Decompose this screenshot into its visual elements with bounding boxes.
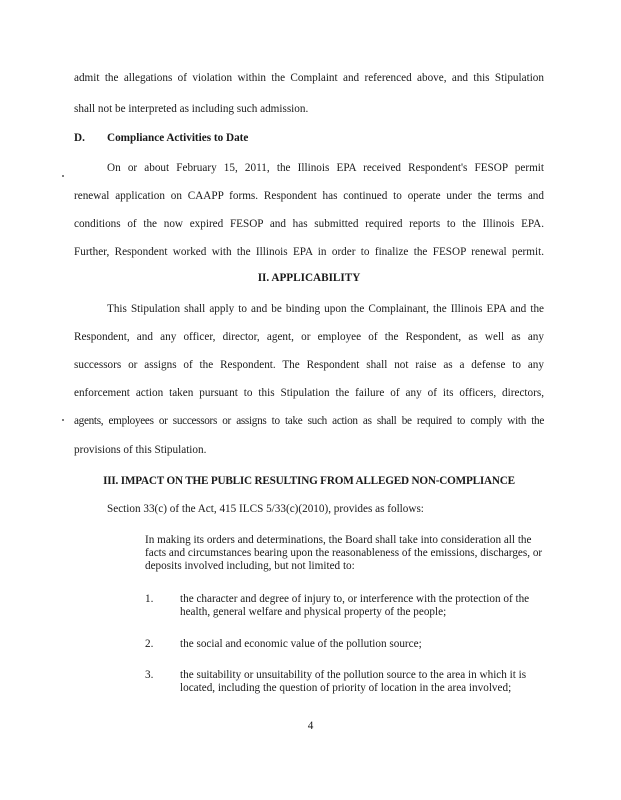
section-title: Compliance Activities to Date (107, 132, 249, 144)
paragraph-line: This Stipulation shall apply to and be binding upon the Complainant, the Illinois EPA and the (107, 303, 544, 315)
scan-speck (62, 175, 64, 177)
paragraph-line: On or about February 15, 2011, the Illinois EPA received Respondent's FESOP permit (107, 162, 544, 174)
section-iii-heading: III. IMPACT ON THE PUBLIC RESULTING FROM ALLEGED NON-COMPLIANCE (103, 475, 515, 487)
list-item-text: the character and degree of injury to, or interference with the protection of the health, general welfare and physical property of the people; (180, 593, 530, 618)
paragraph-line: successors or assigns of the Respondent. The Respondent shall not raise as a defense to any (74, 359, 544, 371)
paragraph-line: admit the allegations of violation within the Complaint and referenced above, and this Stipulation (74, 72, 544, 84)
section-ii-heading: II. APPLICABILITY (257, 272, 361, 284)
paragraph-line: Respondent, and any officer, director, agent, or employee of the Respondent, as well as any (74, 331, 544, 343)
paragraph-line: renewal application on CAAPP forms. Respondent has continued to operate under the terms and (74, 190, 544, 202)
paragraph-line: Further, Respondent worked with the Illinois EPA in order to finalize the FESOP renewal permit. (74, 246, 544, 258)
scan-speck (62, 419, 64, 421)
list-item-text: the social and economic value of the pollution source; (180, 638, 422, 650)
section-letter: D. (74, 132, 85, 144)
page-number: 4 (307, 720, 314, 732)
paragraph-line: provisions of this Stipulation. (74, 444, 207, 456)
list-item-number: 1. (145, 593, 154, 605)
list-item-text: the suitability or unsuitability of the pollution source to the area in which it is located, including the question of priority of location in the area involved; (180, 669, 527, 694)
paragraph-line: enforcement action taken pursuant to this Stipulation the failure of any of its officers, directors, (74, 387, 544, 399)
list-item-number: 3. (145, 669, 154, 681)
list-item-number: 2. (145, 638, 154, 650)
paragraph-line: shall not be interpreted as including such admission. (74, 103, 309, 115)
paragraph-line: conditions of the now expired FESOP and has submitted required reports to the Illinois EPA. (74, 218, 544, 230)
section-d-heading (74, 132, 249, 144)
statute-quote: In making its orders and determinations, the Board shall take into consideration all the facts and circumstances bearing upon the reasonableness of the emissions, discharges, or deposits involved including, but not limited to: (145, 534, 543, 572)
paragraph-line: agents, employees or successors or assigns to take such action as shall be required to comply with the (74, 415, 544, 427)
section-intro: Section 33(c) of the Act, 415 ILCS 5/33(c)(2010), provides as follows: (107, 503, 424, 515)
